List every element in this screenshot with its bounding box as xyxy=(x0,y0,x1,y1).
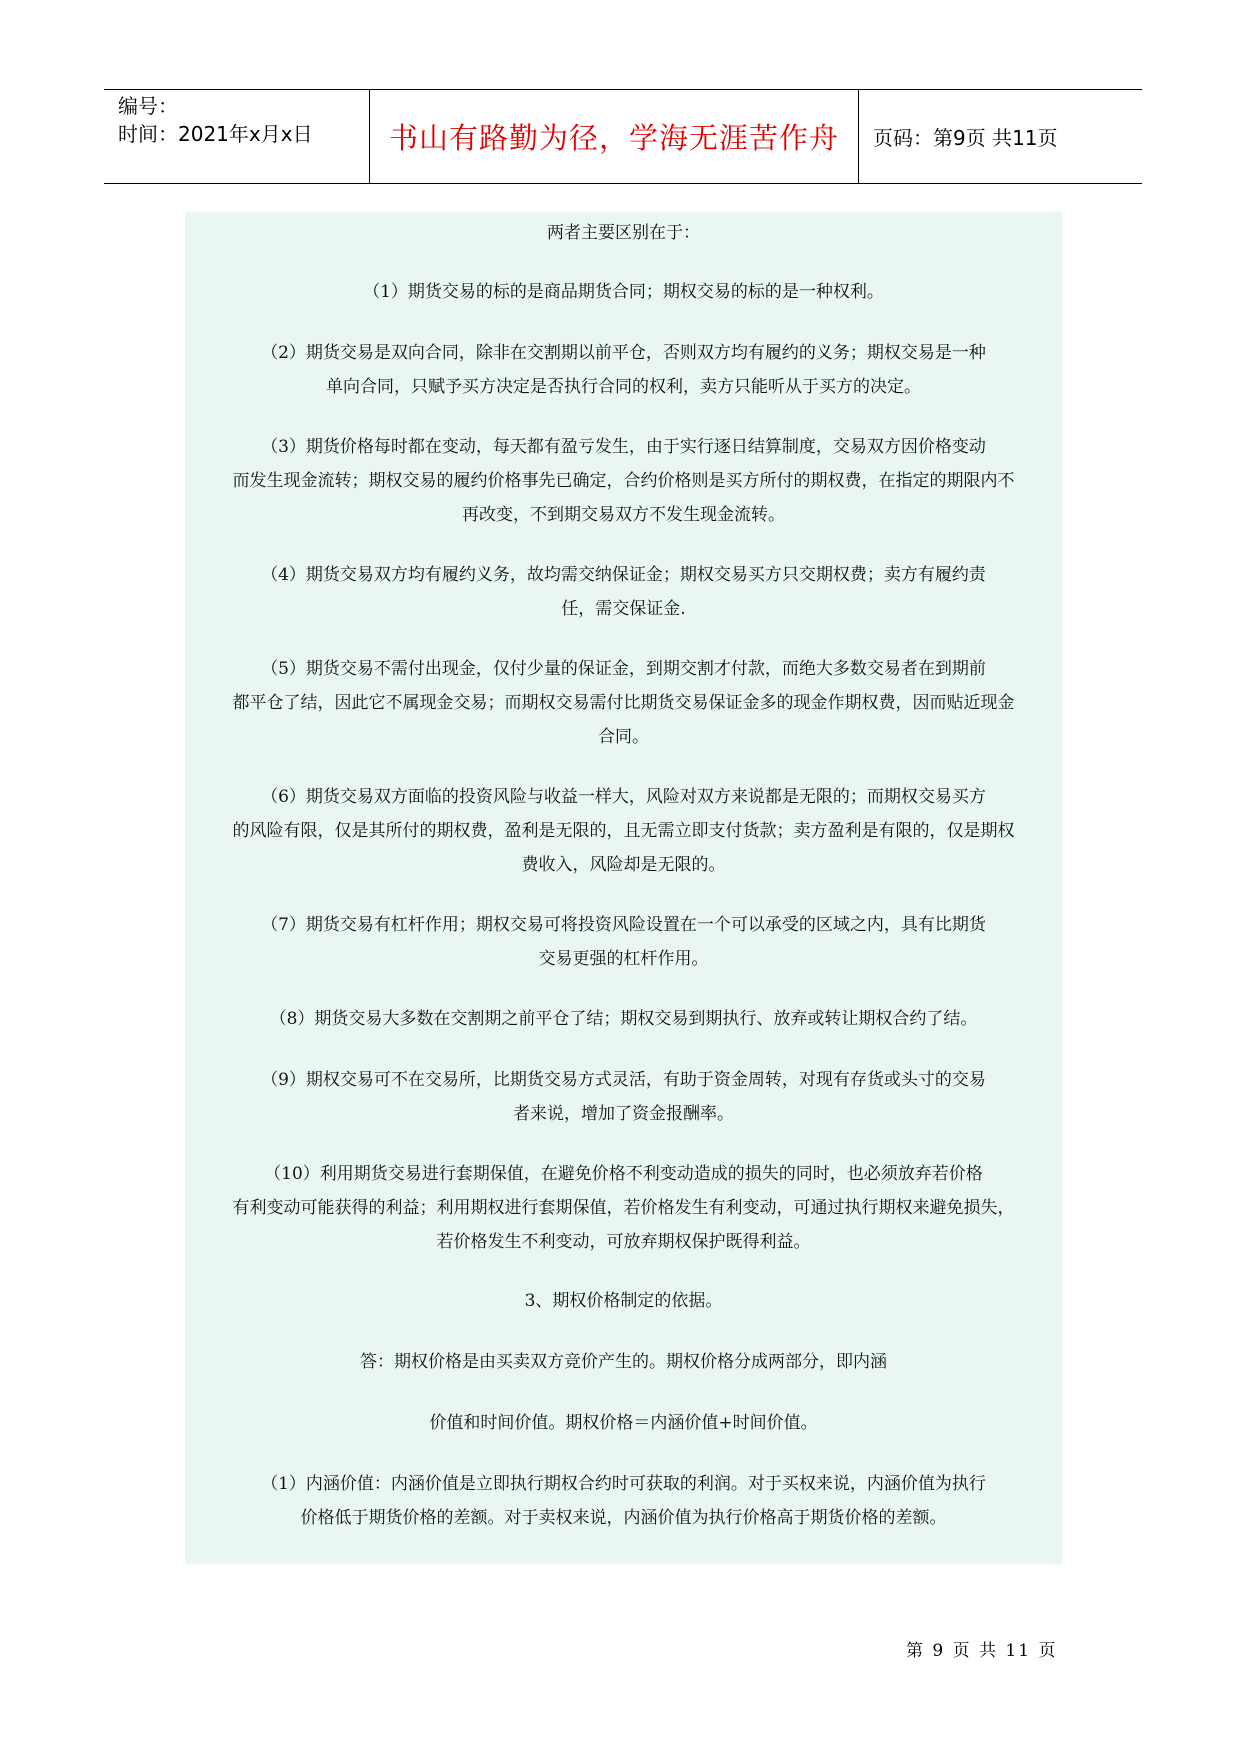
time-label: 时间：2021年x月x日 xyxy=(118,122,313,146)
text-line: 若价格发生不利变动，可放弃期权保护既得利益。 xyxy=(436,1232,811,1252)
text-line: 的风险有限，仅是其所付的期权费，盈利是无限的，且无需立即支付货款；卖方盈利是有限的，仅是期权 xyxy=(232,821,1015,841)
text-line: 两者主要区别在于： xyxy=(547,223,700,243)
text-line: （3）期货价格每时都在变动，每天都有盈亏发生，由于实行逐日结算制度，交易双方因价格变动 xyxy=(261,437,986,457)
paragraph xyxy=(193,275,1054,309)
serial-label: 编号： xyxy=(118,94,178,118)
header-motto-cell xyxy=(370,90,859,183)
paragraph xyxy=(193,430,1054,532)
text-line: 价格低于期货价格的差额。对于卖权来说，内涵价值为执行价格高于期货价格的差额。 xyxy=(300,1508,947,1528)
text-line: （7）期货交易有杠杆作用；期权交易可将投资风险设置在一个可以承受的区域之内，具有比期货 xyxy=(261,915,986,935)
text-line: 任，需交保证金. xyxy=(561,599,686,619)
text-line: 有利变动可能获得的利益；利用期权进行套期保值，若价格发生有利变动，可通过执行期权来避免损失， xyxy=(232,1198,1015,1218)
paragraph xyxy=(193,558,1054,626)
content-panel xyxy=(185,212,1062,1564)
paragraph xyxy=(193,1467,1054,1535)
text-line: 单向合同，只赋予买方决定是否执行合同的权利，卖方只能听从于买方的决定。 xyxy=(326,377,921,397)
text-line: （1）期货交易的标的是商品期货合同；期权交易的标的是一种权利。 xyxy=(363,282,884,302)
document-header xyxy=(104,89,1142,184)
paragraph xyxy=(193,908,1054,976)
text-line: （4）期货交易双方均有履约义务，故均需交纳保证金；期权交易买方只交期权费；卖方有履约责 xyxy=(261,565,986,585)
paragraph xyxy=(193,336,1054,404)
text-line: 而发生现金流转；期权交易的履约价格事先已确定，合约价格则是买方所付的期权费，在指定的期限内不 xyxy=(232,471,1015,491)
paragraph xyxy=(193,1002,1054,1036)
paragraph xyxy=(193,652,1054,754)
text-line: （2）期货交易是双向合同，除非在交割期以前平仓，否则双方均有履约的义务；期权交易是一种 xyxy=(261,343,986,363)
paragraph xyxy=(193,1406,1054,1440)
text-line: 交易更强的杠杆作用。 xyxy=(538,949,709,969)
paragraph xyxy=(193,1063,1054,1131)
text-line: 者来说，增加了资金报酬率。 xyxy=(513,1104,734,1124)
text-line: 答：期权价格是由买卖双方竞价产生的。期权价格分成两部分，即内涵 xyxy=(360,1352,887,1372)
text-line: 费收入，风险却是无限的。 xyxy=(521,855,726,875)
header-meta-cell xyxy=(104,90,370,183)
text-line: 价值和时间价值。期权价格＝内涵价值+时间价值。 xyxy=(429,1413,818,1433)
page-footer: 第 9 页 共 11 页 xyxy=(906,1641,1058,1661)
page-code: 页码：第9页 共11页 xyxy=(873,126,1058,150)
text-line: 都平仓了结，因此它不属现金交易；而期权交易需付比期货交易保证金多的现金作期权费，因而贴近现金 xyxy=(232,693,1015,713)
text-line: 3、期权价格制定的依据。 xyxy=(524,1291,723,1311)
text-line: （10）利用期货交易进行套期保值，在避免价格不利变动造成的损失的同时，也必须放弃若价格 xyxy=(264,1164,983,1184)
header-page-cell xyxy=(859,90,1142,183)
text-line: （9）期权交易可不在交易所，比期货交易方式灵活，有助于资金周转，对现有存货或头寸的交易 xyxy=(261,1070,986,1090)
text-line: （6）期货交易双方面临的投资风险与收益一样大，风险对双方来说都是无限的；而期权交易买方 xyxy=(261,787,986,807)
paragraph xyxy=(193,1284,1054,1318)
text-line: 再改变，不到期交易双方不发生现金流转。 xyxy=(462,505,785,525)
text-line: （1）内涵价值：内涵价值是立即执行期权合约时可获取的利润。对于买权来说，内涵价值为执行 xyxy=(261,1474,986,1494)
paragraph xyxy=(193,216,1054,250)
paragraph xyxy=(193,1345,1054,1379)
paragraph xyxy=(193,780,1054,882)
paragraph xyxy=(193,1157,1054,1259)
text-line: （8）期货交易大多数在交割期之前平仓了结；期权交易到期执行、放弃或转让期权合约了结。 xyxy=(269,1009,978,1029)
motto-text: 书山有路勤为径，学海无涯苦作舟 xyxy=(388,121,839,155)
text-line: 合同。 xyxy=(598,727,649,747)
text-line: （5）期货交易不需付出现金，仅付少量的保证金，到期交割才付款，而绝大多数交易者在到期前 xyxy=(261,659,986,679)
